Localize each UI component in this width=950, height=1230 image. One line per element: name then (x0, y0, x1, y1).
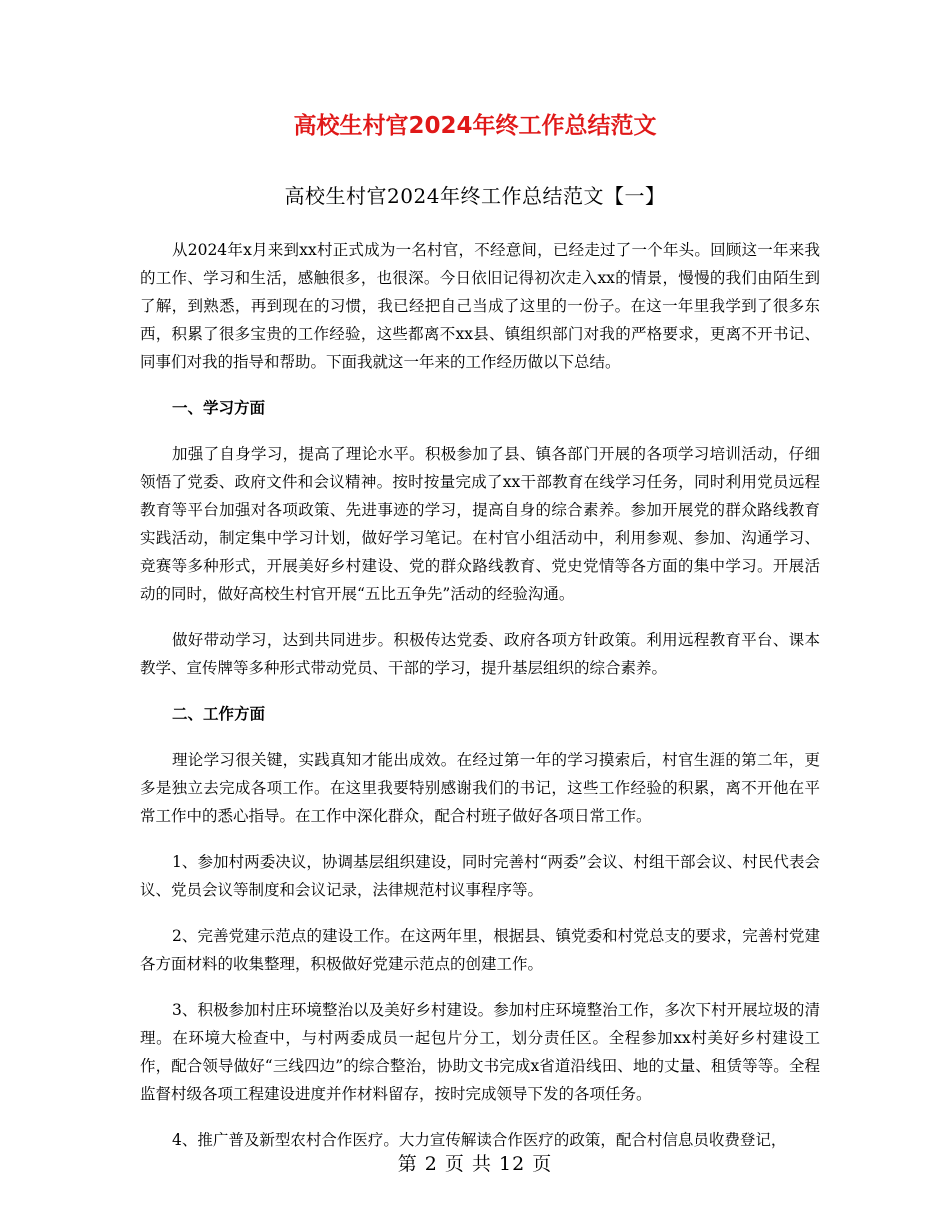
work-paragraph-1: 理论学习很关键，实践真知才能出成效。在经过第一年的学习摸索后，村官生涯的第二年，更多是独立去完成各项工作。在这里我要特别感谢我们的书记，这些工作经验的积累，离不开他在平常工作中的悉心指导。在工作中深化群众，配合村班子做好各项日常工作。 (140, 751, 820, 825)
work-item-3: 3、积极参加村庄环境整治以及美好乡村建设。参加村庄环境整治工作，多次下村开展垃圾的清理。在环境大检查中，与村两委成员一起包片分工，划分责任区。全程参加xx村美好乡村建设工作，配合领导做好“三线四边”的综合整治，协助文书完成x省道沿线田、地的丈量、租赁等等。全程监督村级各项工程建设进度并作材料留存，按时完成领导下发的各项任务。 (140, 1001, 820, 1103)
section-heading-study: 一、学习方面 (172, 399, 266, 417)
document-title: 高校生村官2024年终工作总结范文 (293, 113, 657, 139)
page-number-footer: 第 2 页 共 12 页 (397, 1153, 553, 1175)
work-item-4: 4、推广普及新型农村合作医疗。大力宣传解读合作医疗的政策，配合村信息员收费登记， (172, 1131, 787, 1149)
study-paragraph-1: 加强了自身学习，提高了理论水平。积极参加了县、镇各部门开展的各项学习培训活动，仔细领悟了党委、政府文件和会议精神。按时按量完成了xx干部教育在线学习任务，同时利用党员远程教育等平台加强对各项政策、先进事迹的学习，提高自身的综合素养。参加开展党的群众路线教育实践活动，制定集中学习计划，做好学习笔记。在村官小组活动中，利用参观、参加、沟通学习、竞赛等多种形式，开展美好乡村建设、党的群众路线教育、党史党情等各方面的集中学习。开展活动的同时，做好高校生村官开展“五比五争先”活动的经验沟通。 (140, 445, 820, 603)
document-body (140, 236, 820, 1172)
work-item-1: 1、参加村两委决议，协调基层组织建设，同时完善村“两委”会议、村组干部会议、村民代表会议、党员会议等制度和会议记录，法律规范村议事程序等。 (140, 853, 820, 899)
intro-paragraph: 从2024年x月来到xx村正式成为一名村官，不经意间，已经走过了一个年头。回顾这一年来我的工作、学习和生活，感触很多，也很深。今日依旧记得初次走入xx的情景，慢慢的我们由陌生到了解，到熟悉，再到现在的习惯，我已经把自己当成了这里的一份子。在这一年里我学到了很多东西，积累了很多宝贵的工作经验，这些都离不xx县、镇组织部门对我的严格要求，更离不开书记、同事们对我的指导和帮助。下面我就这一年来的工作经历做以下总结。 (140, 241, 820, 371)
study-paragraph-2: 做好带动学习，达到共同进步。积极传达党委、政府各项方针政策。利用远程教育平台、课本教学、宣传牌等多种形式带动党员、干部的学习，提升基层组织的综合素养。 (140, 631, 820, 677)
document-subtitle: 高校生村官2024年终工作总结范文【一】 (284, 184, 666, 208)
section-heading-work: 二、工作方面 (172, 705, 266, 723)
work-item-2: 2、完善党建示范点的建设工作。在这两年里，根据县、镇党委和村党总支的要求，完善村党建各方面材料的收集整理，积极做好党建示范点的创建工作。 (140, 927, 820, 973)
